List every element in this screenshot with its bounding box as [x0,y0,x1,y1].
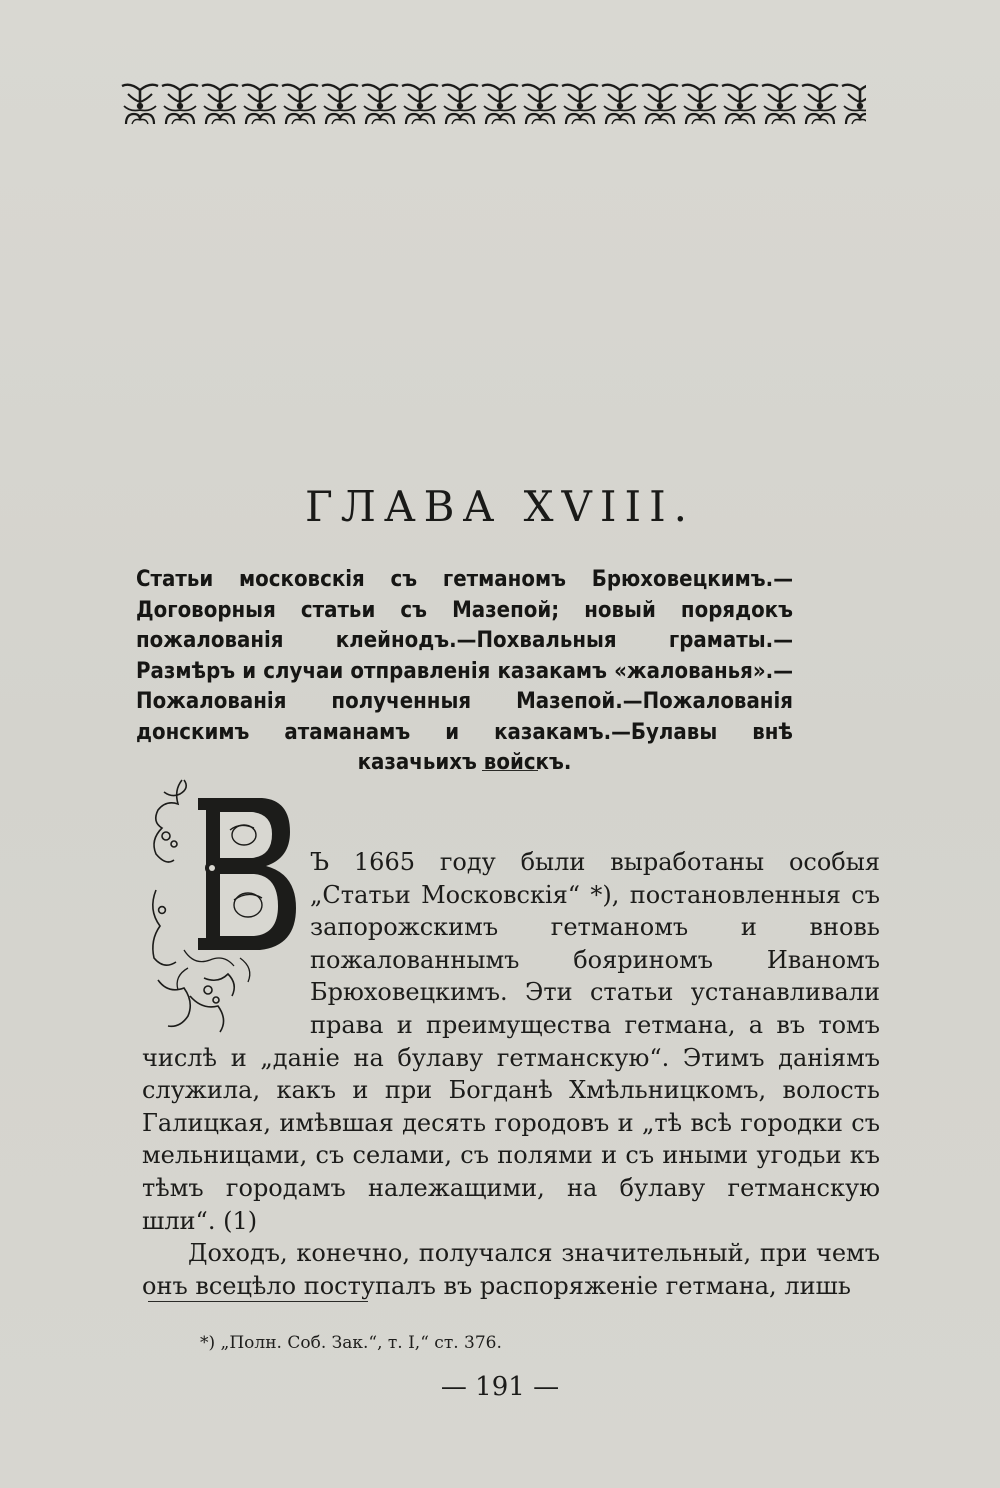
summary-divider [482,770,538,771]
paragraph-1-text: Ъ 1665 году были выработаны особыя „Статьи Московскія“ *), постановленныя съ запорожскимъ гетманомъ и вновь пожалованнымъ бояриномъ Иваномъ Брюховецкимъ. Эти статьи устанавливали права и преимущества гетмана, а въ томъ числѣ и „даніе на булаву гетманскую“. Этимъ даніямъ служила, какъ и при Богданѣ Хмѣльницкомъ, волость Галицкая, имѣвшая десять городовъ и „тѣ всѣ городки съ мельницами, съ селами, съ полями и съ иными угодьи къ тѣмъ городамъ належащими, на булаву гетманскую шли“. (1) [142,848,880,1235]
dropcap-space [142,846,310,1036]
footnote: *) „Полн. Соб. Зак.“, т. I,“ ст. 376. [200,1333,502,1353]
paragraph-2: Доходъ, конечно, получался значительный, при чемъ онъ всецѣло поступалъ въ распоряженіе гетмана, лишь [142,1239,880,1300]
paragraph-1 [142,846,880,1237]
chapter-summary: Статьи московскія съ гетманомъ Брюховецкимъ.—Договорныя статьи съ Мазепой; новый порядокъ пожалованія клейнодъ.—Похвальныя граматы.—Размѣръ и случаи отправленія казакамъ «жалованья».—Пожалованія полученныя Мазепой.—Пожалованія донскимъ атаманамъ и казакамъ.—Булавы внѣ казачьихъ войскъ. [136,567,793,775]
body-text [142,846,880,1302]
footnote-divider [148,1301,368,1302]
page-number: — 191 — [440,1372,560,1402]
ornamental-header-band [120,80,866,130]
chapter-title: ГЛАВА XVIII. [304,482,696,531]
ornament-pattern [120,80,866,130]
